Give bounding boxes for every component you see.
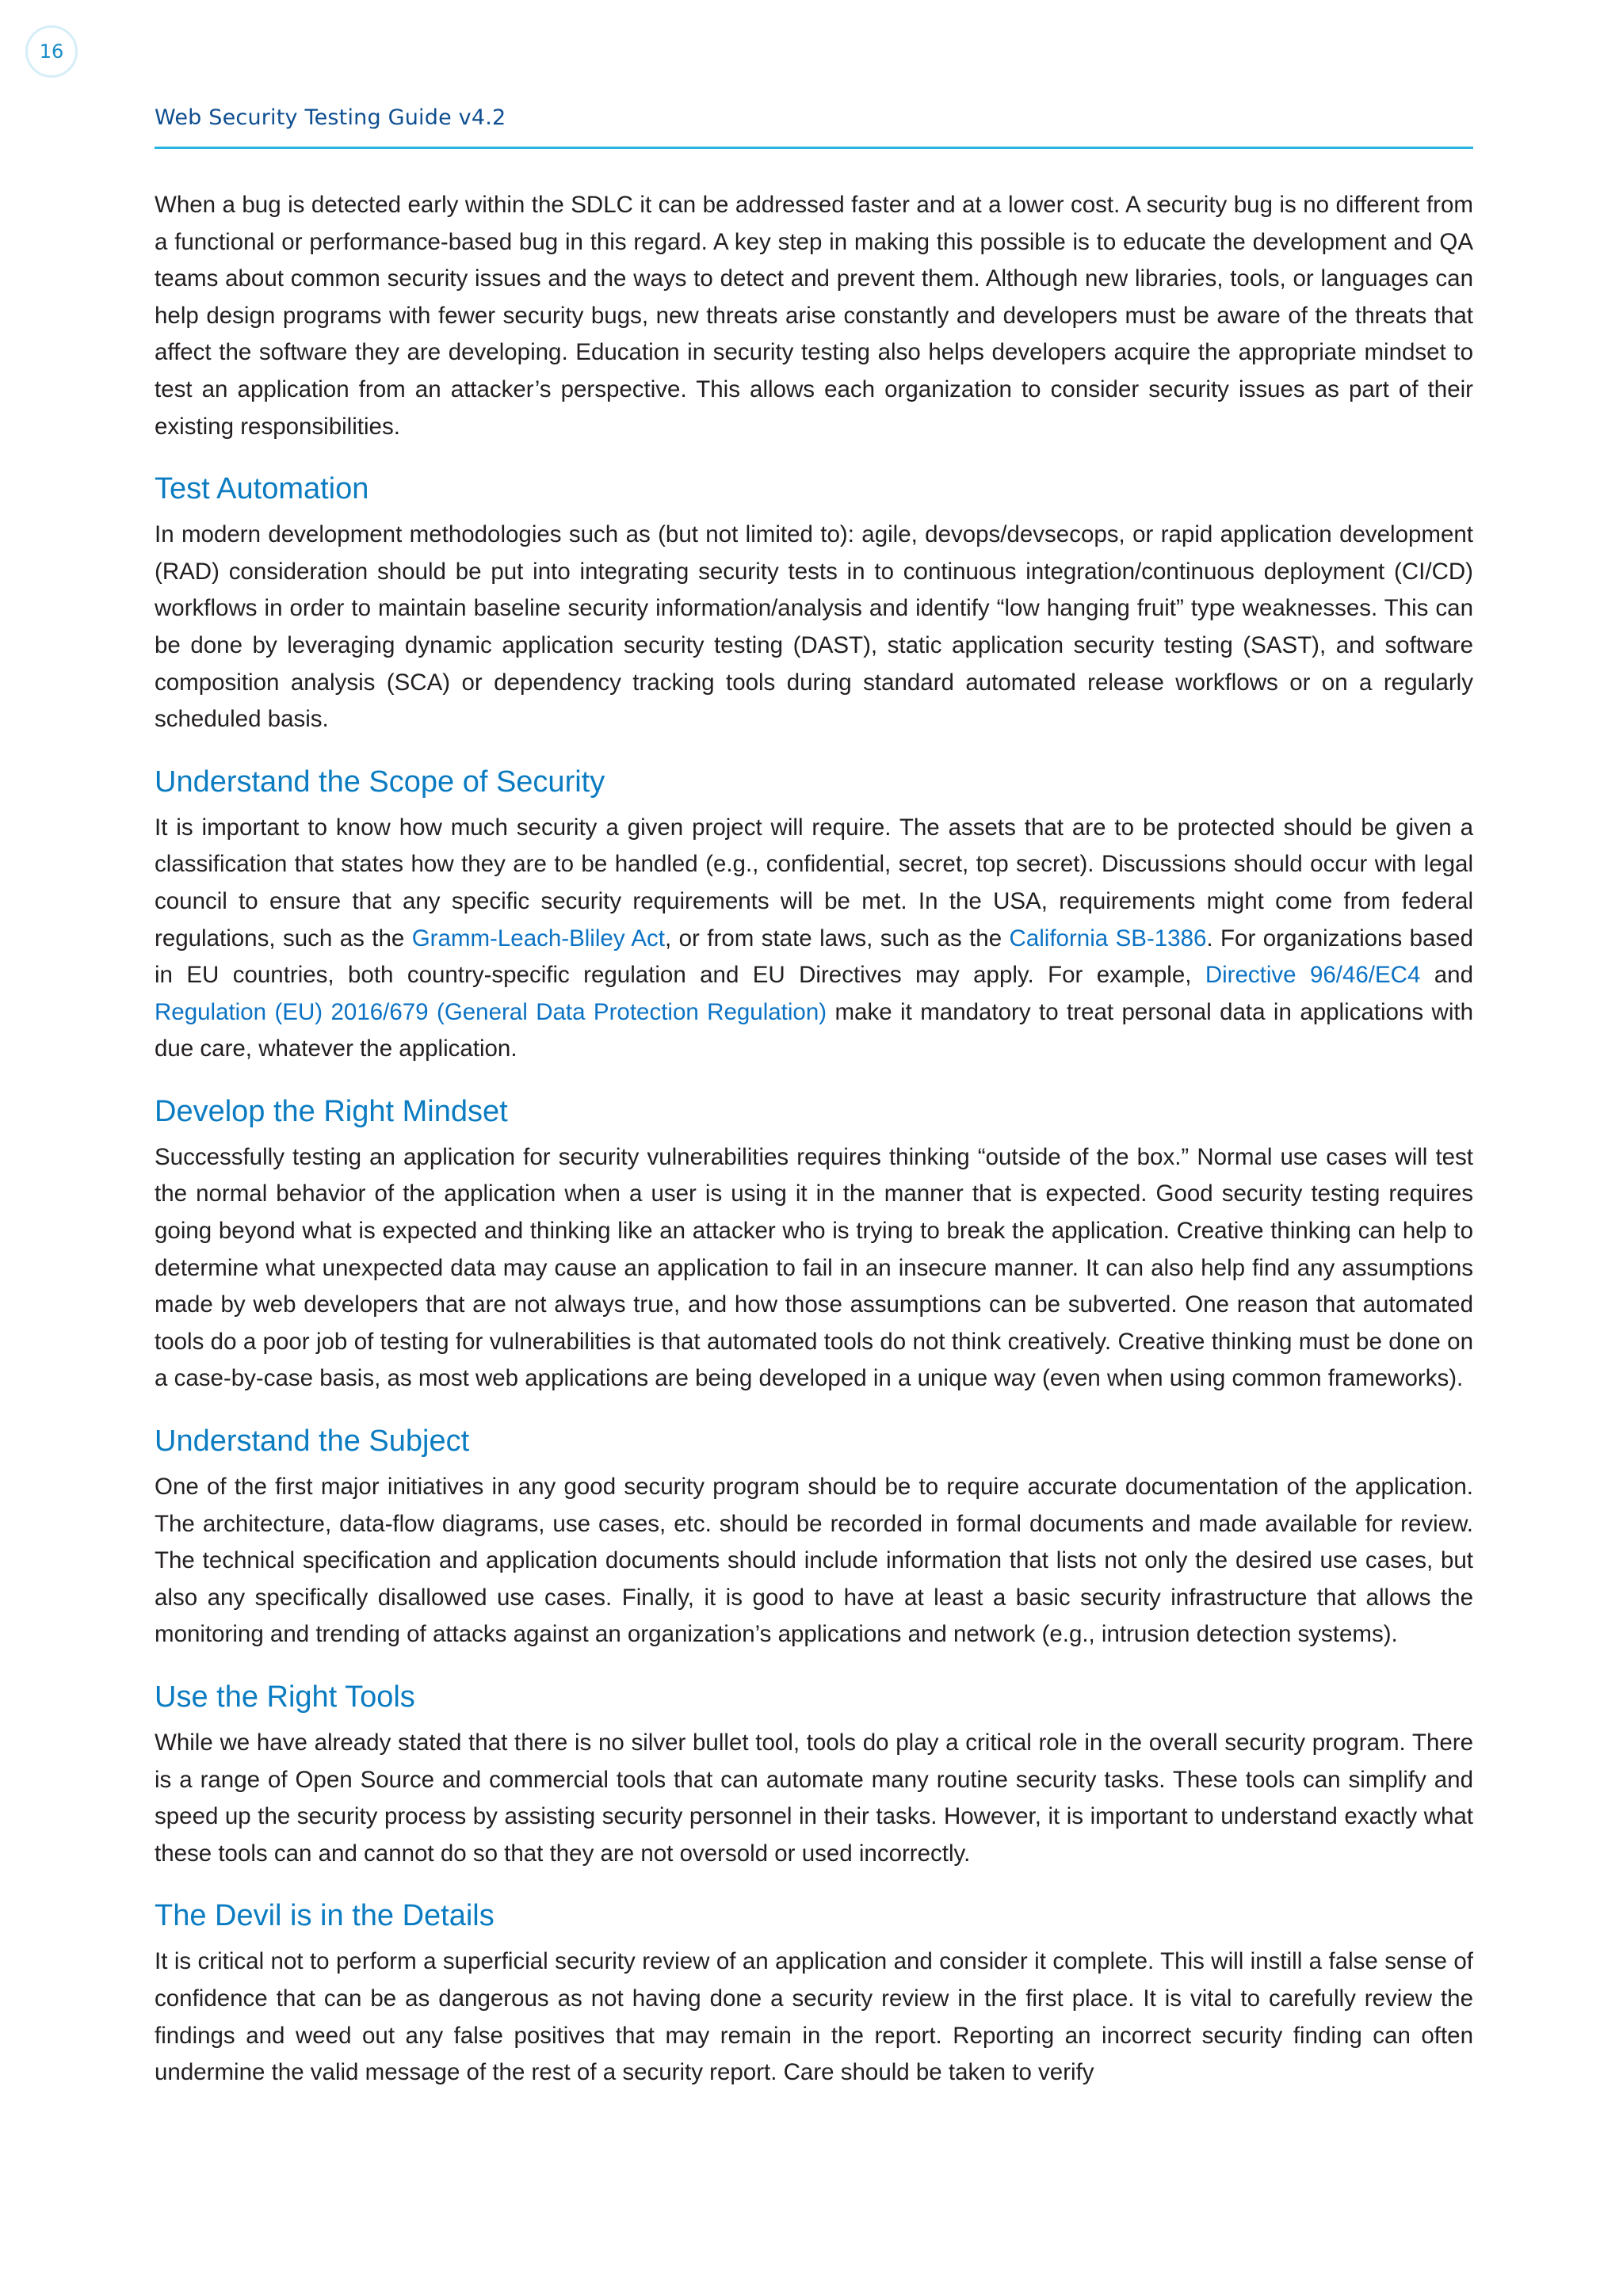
- california-sb-1386-link[interactable]: California SB-1386: [1009, 925, 1207, 952]
- heading-devil-in-details: The Devil is in the Details: [155, 1899, 495, 1933]
- heading-test-automation: Test Automation: [155, 472, 369, 506]
- intro-paragraph: When a bug is detected early within the SDLC it can be addressed faster and at a lower cost. A security bug is no different from a functional or performance-based bug in this regard. A key step in making this possible is to educate the development and QA teams about common security issues and the ways to detect and prevent them. Although new libraries, tools, or languages can help design programs with fewer security bugs, new threats arise constantly and developers must be aware of the threats that affect the software they are developing. Education in security testing also helps developers acquire the appropriate mindset to test an application from an attacker’s perspective. This allows each organization to consider security issues as part of their existing responsibilities.: [155, 192, 1473, 440]
- heading-scope-of-security: Understand the Scope of Security: [155, 765, 605, 799]
- gramm-leach-bliley-link[interactable]: Gramm-Leach-Bliley Act: [411, 925, 666, 952]
- heading-understand-subject: Understand the Subject: [155, 1425, 470, 1459]
- scope-text-3: . For organizations based in EU countries, both country-specific regulation and EU Directives may apply. For example,: [155, 925, 1473, 989]
- page-content: [155, 187, 1473, 2092]
- details-paragraph: It is critical not to perform a superficial security review of an application and consider it complete. This will instill a false sense of confidence that can be as dangerous as not having done a security review in the first place. It is vital to carefully review the findings and weed out any false positives that may remain in the report. Reporting an incorrect security finding can often undermine the valid message of the rest of a security report. Care should be taken to verify: [155, 1948, 1473, 2086]
- scope-text-2: , or from state laws, such as the: [665, 925, 1010, 952]
- directive-96-46-link[interactable]: Directive 96/46/EC4: [1205, 962, 1421, 989]
- test-automation-paragraph: In modern development methodologies such as (but not limited to): agile, devops/devsecops, or rapid application development (RAD) consideration should be put into integrating security tests in to continuous integration/continuous deployment (CI/CD) workflows in order to maintain baseline security information/analysis and identify “low hanging fruit” type weaknesses. This can be done by leveraging dynamic application security testing (DAST), static application security testing (SAST), and software composition analysis (SCA) or dependency tracking tools during standard automated release workflows or on a regularly scheduled basis.: [155, 521, 1473, 733]
- mindset-paragraph: Successfully testing an application for security vulnerabilities requires thinking “outside of the box.” Normal use cases will test the normal behavior of the application when a user is using it in the manner that is expected. Good security testing requires going beyond what is expected and thinking like an attacker who is trying to break the application. Creative thinking can help to determine what unexpected data may cause an application to fail in an insecure manner. It can also help find any assumptions made by web developers that are not always true, and how those assumptions can be subverted. One reason that automated tools do a poor job of testing for vulnerabilities is that automated tools do not think creatively. Creative thinking must be done on a case-by-case basis, as most web applications are being developed in a unique way (even when using common frameworks).: [155, 1143, 1473, 1392]
- page-number-badge: 16: [25, 25, 78, 78]
- scope-paragraph: [155, 810, 1473, 1068]
- scope-text-4: and: [1420, 962, 1473, 989]
- header-rule: [155, 147, 1473, 149]
- heading-right-mindset: Develop the Right Mindset: [155, 1094, 508, 1128]
- scope-text-5: make it mandatory to treat personal data in applications with due care, whatever the application.: [155, 998, 1474, 1062]
- scope-text-1: It is important to know how much security a given project will require. The assets that are to be protected should be given a classification that states how they are to be handled (e.g., confidential, secret, top secret). Discussions should occur with legal council to ensure that any specific security requirements will be met. In the USA, requirements might come from federal regulations, such as the: [155, 814, 1473, 952]
- gdpr-regulation-link[interactable]: Regulation (EU) 2016/679 (General Data Protection Regulation): [155, 998, 827, 1025]
- subject-paragraph: One of the first major initiatives in any good security program should be to require accurate documentation of the application. The architecture, data-flow diagrams, use cases, etc. should be recorded in formal documents and made available for review. The technical specification and application documents should include information that lists not only the desired use cases, but also any specifically disallowed use cases. Finally, it is good to have at least a basic security infrastructure that allows the monitoring and trending of attacks against an organization’s applications and network (e.g., intrusion detection systems).: [155, 1474, 1473, 1648]
- tools-paragraph: While we have already stated that there is no silver bullet tool, tools do play a critical role in the overall security program. There is a range of Open Source and commercial tools that can automate many routine security tasks. These tools can simplify and speed up the security process by assisting security personnel in their tasks. However, it is important to understand exactly what these tools can and cannot do so that they are not oversold or used incorrectly.: [155, 1730, 1473, 1867]
- heading-right-tools: Use the Right Tools: [155, 1680, 415, 1714]
- running-header: Web Security Testing Guide v4.2: [155, 105, 506, 130]
